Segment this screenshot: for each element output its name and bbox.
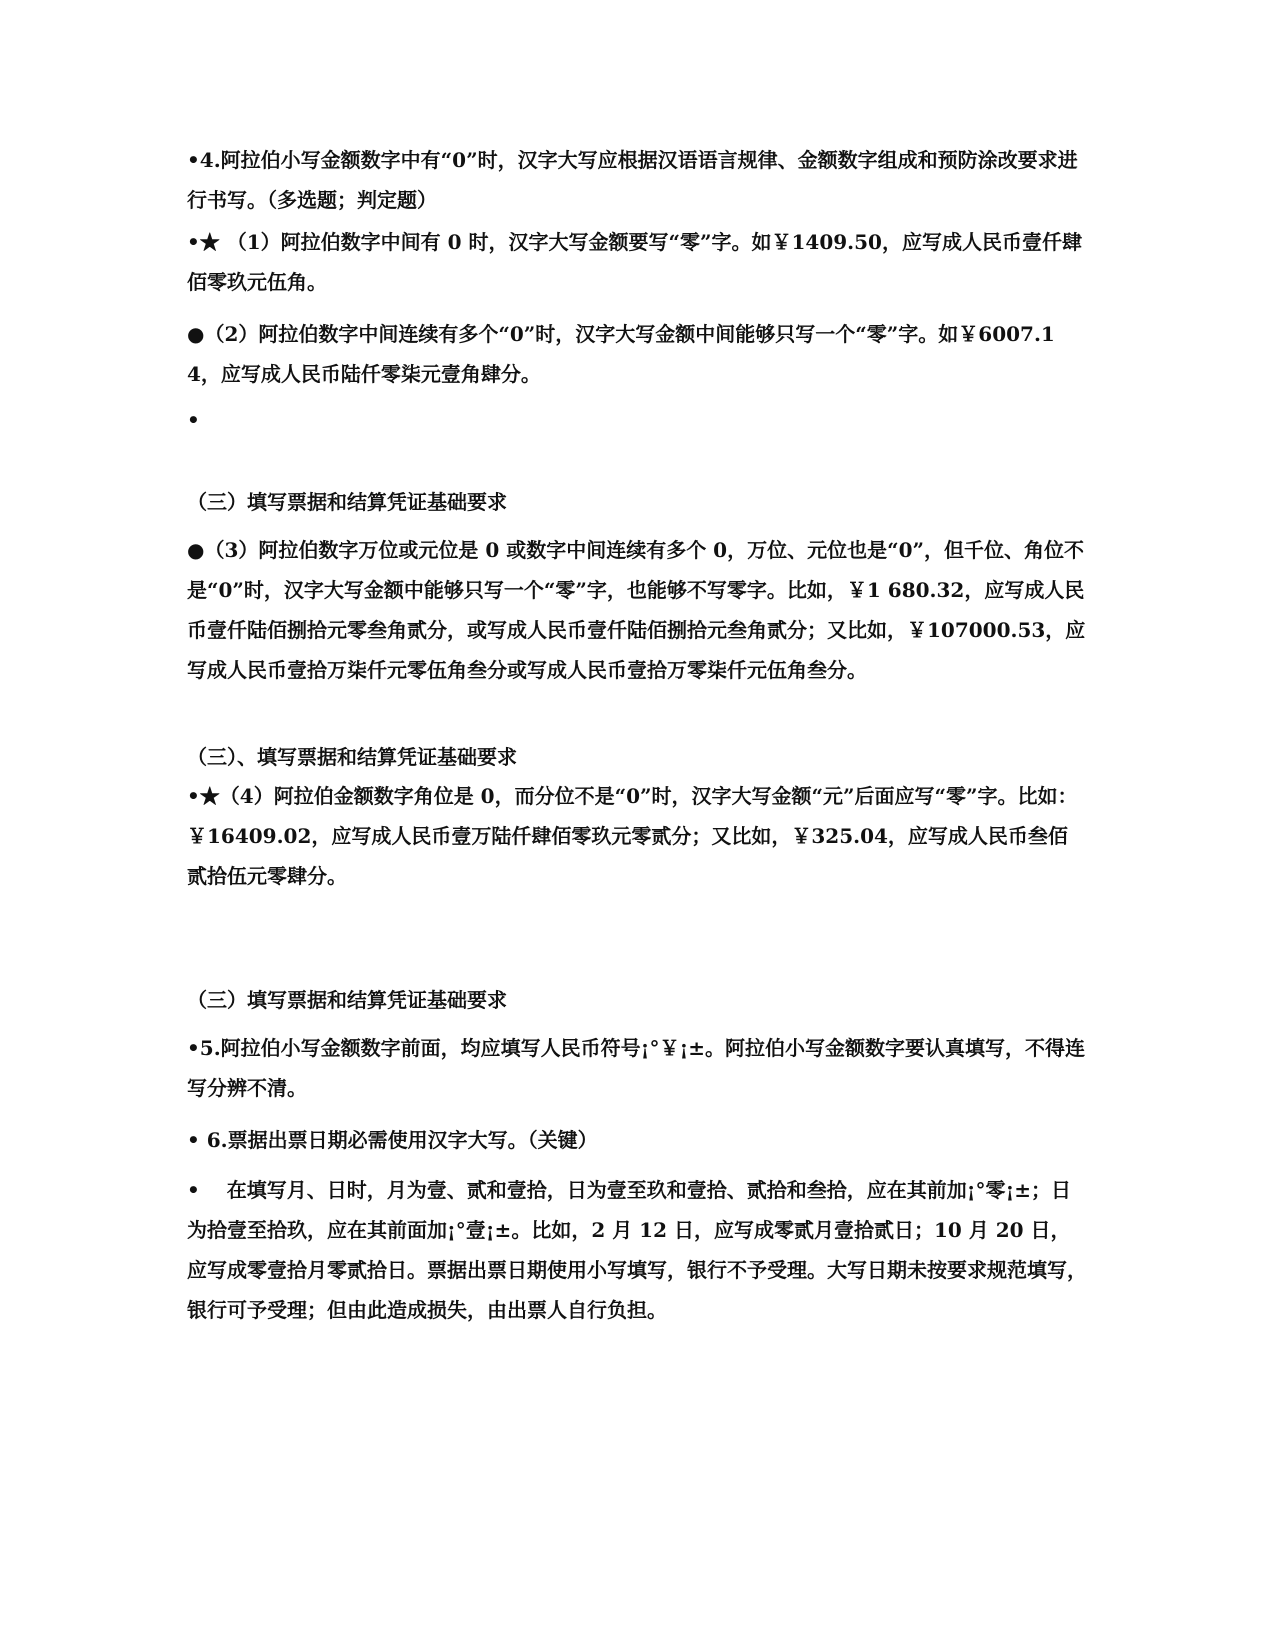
paragraph-rule-4-1: •★ （1）阿拉伯数字中间有 0 时，汉字大写金额要写“零”字。如￥1409.50，应写成人民币壹仟肆佰零玖元伍角。	[187, 230, 1082, 294]
paragraph-rule-4-3: ●（3）阿拉伯数字万位或元位是 0 或数字中间连续有多个 0，万位、元位也是“0”，但千位、角位不是“0”时，汉字大写金额中能够只写一个“零”字，也能够不写零字。比如，￥1 680.32，应写成人民币壹仟陆佰捌拾元零叁角贰分，或写成人民币壹仟陆佰捌拾元叁角贰分；又比如，￥107000.53，应写成人民币壹拾万柒仟元零伍角叁分或写成人民币壹拾万零柒仟元伍角叁分。	[187, 538, 1086, 682]
paragraph-rule-4: •4.阿拉伯小写金额数字中有“0”时，汉字大写应根据汉语语言规律、金额数字组成和预防涂改要求进行书写。（多选题；判定题）	[187, 148, 1078, 212]
paragraph-rule-5: •5.阿拉伯小写金额数字前面，均应填写人民币符号¡°￥¡±。阿拉伯小写金额数字要认真填写，不得连写分辨不清。	[187, 1036, 1085, 1100]
section-heading-2: （三）、填写票据和结算凭证基础要求	[187, 745, 517, 769]
section-heading-3: （三）填写票据和结算凭证基础要求	[187, 988, 507, 1012]
bullet-empty: •	[187, 408, 200, 432]
paragraph-rule-6: • 6.票据出票日期必需使用汉字大写。（关键）	[187, 1128, 598, 1152]
section-heading-1: （三）填写票据和结算凭证基础要求	[187, 490, 507, 514]
paragraph-rule-4-2: ●（2）阿拉伯数字中间连续有多个“0”时，汉字大写金额中间能够只写一个“零”字。如￥6007.14，应写成人民币陆仟零柒元壹角肆分。	[187, 322, 1055, 386]
paragraph-date-rules: • 在填写月、日时，月为壹、贰和壹拾，日为壹至玖和壹拾、贰拾和叁拾，应在其前加¡°零¡±；日为拾壹至拾玖，应在其前面加¡°壹¡±。比如，2 月 12 日，应写成零贰月壹拾贰日；10 月 20 日，应写成零壹拾月零贰拾日。票据出票日期使用小写填写，银行不予受理。大写日期未按要求规范填写，银行可予受理；但由此造成损失，由出票人自行负担。	[187, 1178, 1087, 1322]
paragraph-rule-4-4: •★（4）阿拉伯金额数字角位是 0，而分位不是“0”时，汉字大写金额“元”后面应写“零”字。比如：￥16409.02，应写成人民币壹万陆仟肆佰零玖元零贰分；又比如，￥325.04，应写成人民币叁佰贰拾伍元零肆分。	[187, 784, 1078, 888]
